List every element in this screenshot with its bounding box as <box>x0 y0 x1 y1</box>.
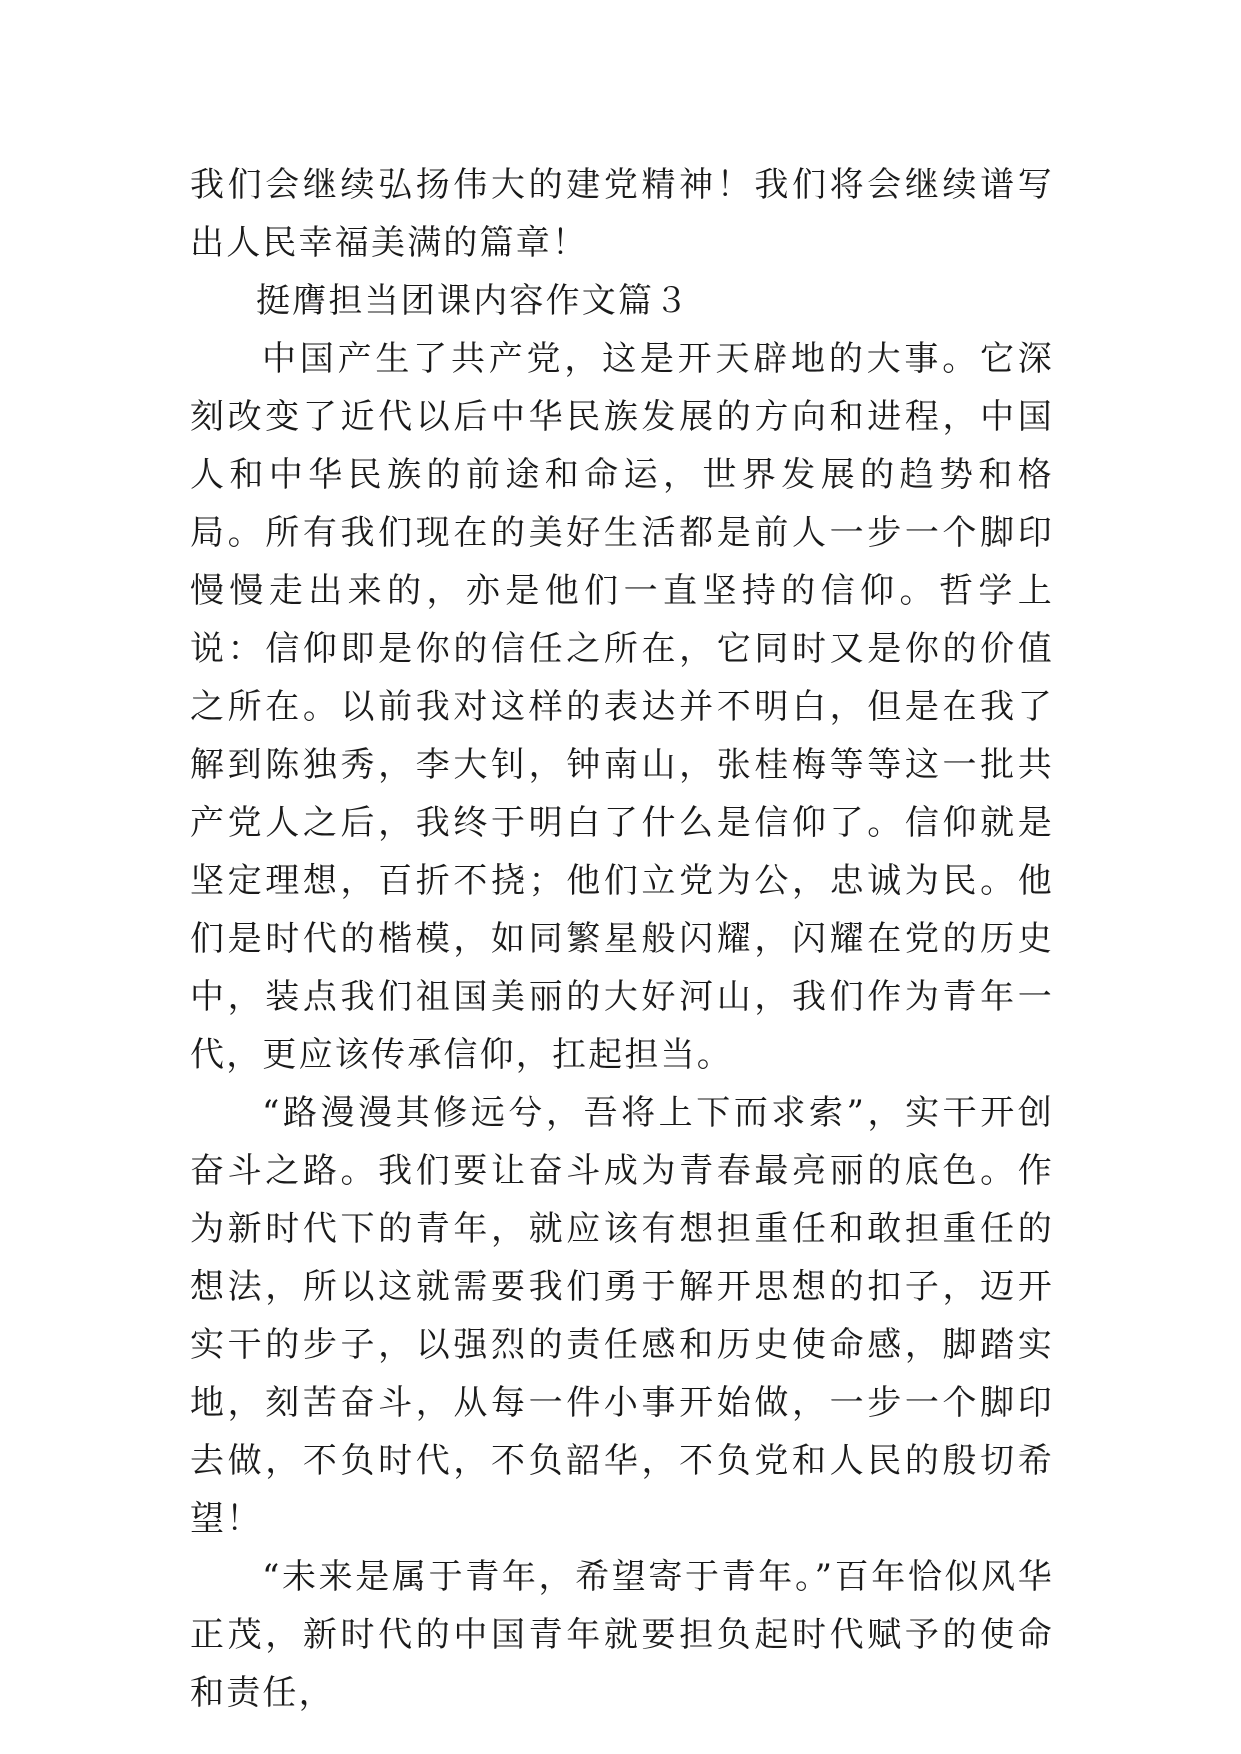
document-body <box>190 156 1054 1722</box>
paragraph-future: “未来是属于青年，希望寄于青年。”百年恰似风华正茂，新时代的中国青年就要担负起时代赋予的使命和责任， <box>190 1557 1054 1713</box>
paragraph-continuation: 我们会继续弘扬伟大的建党精神！我们将会继续谱写出人民幸福美满的篇章！ <box>190 165 1054 263</box>
paragraph-struggle: “路漫漫其修远兮，吾将上下而求索”，实干开创奋斗之路。我们要让奋斗成为青春最亮丽的底色。作为新时代下的青年，就应该有想担重任和敢担重任的想法，所以这就需要我们勇于解开思想的扣子，迈开实干的步子，以强烈的责任感和历史使命感，脚踏实地，刻苦奋斗，从每一件小事开始做，一步一个脚印去做，不负时代，不负韶华，不负党和人民的殷切希望！ <box>190 1093 1054 1539</box>
section-heading: 挺膺担当团课内容作文篇３ <box>256 281 691 321</box>
paragraph-faith: 中国产生了共产党，这是开天辟地的大事。它深刻改变了近代以后中华民族发展的方向和进程，中国人和中华民族的前途和命运，世界发展的趋势和格局。所有我们现在的美好生活都是前人一步一个脚印慢慢走出来的，亦是他们一直坚持的信仰。哲学上说：信仰即是你的信任之所在，它同时又是你的价值之所在。以前我对这样的表达并不明白，但是在我了解到陈独秀，李大钊，钟南山，张桂梅等等这一批共产党人之后，我终于明白了什么是信仰了。信仰就是坚定理想，百折不挠；他们立党为公，忠诚为民。他们是时代的楷模，如同繁星般闪耀，闪耀在党的历史中，装点我们祖国美丽的大好河山，我们作为青年一代，更应该传承信仰，扛起担当。 <box>190 339 1054 1075</box>
